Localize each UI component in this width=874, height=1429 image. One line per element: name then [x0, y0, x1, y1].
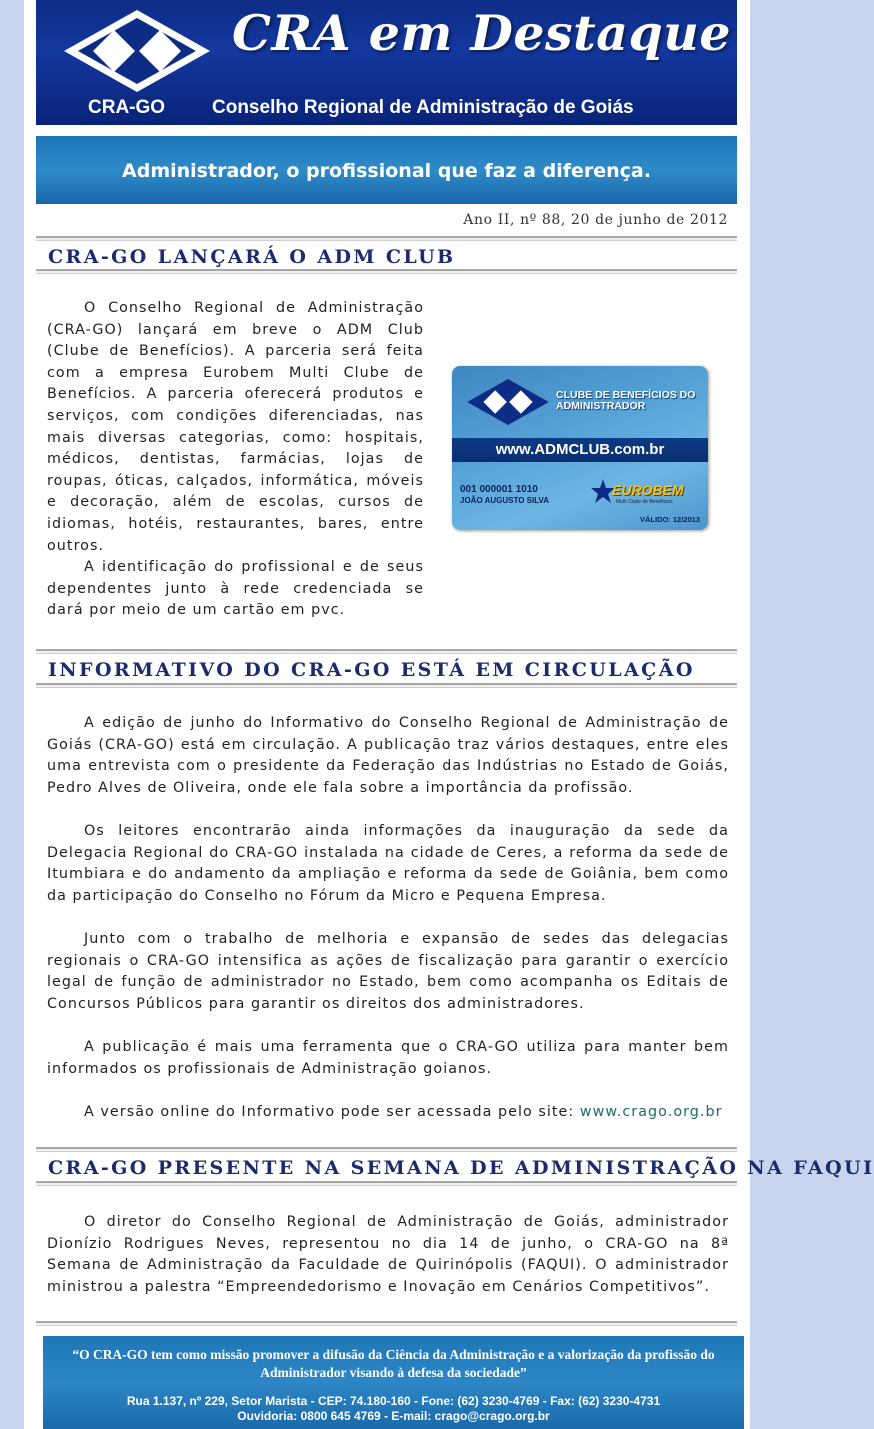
- footer: [43, 1336, 744, 1429]
- section-divider: [36, 236, 737, 241]
- card-url: www.ADMCLUB.com.br: [495, 441, 665, 458]
- contact-info: [43, 1394, 744, 1424]
- edition-info: Ano II, nº 88, 20 de junho de 2012: [463, 212, 728, 228]
- card-number: 001 000001 1010: [460, 484, 538, 495]
- ombudsman-email-line: Ouvidoria: 0800 645 4769 - E-mail: crago@crago.org.br: [237, 1409, 550, 1423]
- section-divider: [36, 683, 737, 688]
- newsletter-title: CRA em Destaque: [232, 4, 732, 62]
- article-paragraph: Junto com o trabalho de melhoria e expansão de sedes das delegacias regionais o CRA-GO intensifica as ações de fiscalização para garantir o exercício legal de função de administrador no Estado, bem como acompanha os Editais de Concursos Públicos para garantir os direitos dos administradores.: [47, 931, 729, 1012]
- article-paragraph: A versão online do Informativo pode ser acessada pelo site: www.crago.org.br: [84, 1104, 723, 1120]
- mission-statement: “O CRA-GO tem como missão promover a difusão da Ciência da Administração e a valorização da profissão do Administrador visando à defesa da sociedade”: [72, 1347, 715, 1380]
- card-title: CLUBE DE BENEFÍCIOS DO ADMINISTRADOR: [556, 389, 696, 412]
- adm-club-card-image: [452, 366, 708, 530]
- section-title-faqui: CRA-GO PRESENTE NA SEMANA DE ADMINISTRAÇÃO NA FAQUI: [48, 1157, 874, 1179]
- article-paragraph: O Conselho Regional de Administração (CRA-GO) lançará em breve o ADM Club (Clube de Benefícios). A parceria será feita com a empresa Eurobem Multi Clube de Benefícios. A parceria oferecerá produtos e serviços, com condições diferenciadas, nas mais diversas categorias, como: hospitais, médicos, dentistas, farmácias, lojas de roupas, óticas, calçados, informática, móveis e decoração, além de escolas, cursos de idiomas, hotéis, restaurantes, bares, entre outros.: [47, 300, 424, 554]
- article-paragraph: Os leitores encontrarão ainda informações da inauguração da sede da Delegacia Regional do CRA-GO instalada na cidade de Ceres, a reforma da sede de Itumbiara e do andamento da ampliação e reforma da sede de Goiânia, bem como da participação do Conselho no Fórum da Micro e Pequena Empresa.: [47, 823, 729, 904]
- website-link[interactable]: www.crago.org.br: [579, 1104, 723, 1120]
- tagline-banner: [36, 136, 737, 204]
- section-divider: [36, 269, 737, 274]
- article-paragraph: A edição de junho do Informativo do Conselho Regional de Administração de Goiás (CRA-GO) está em circulação. A publicação traz vários destaques, entre eles uma entrevista com o presidente da Federação das Indústrias no Estado de Goiás, Pedro Alves de Oliveira, onde ele fala sobre a importância da profissão.: [47, 715, 729, 796]
- masthead: [36, 0, 737, 125]
- org-abbreviation: CRA-GO: [88, 97, 166, 118]
- section-divider: [36, 649, 737, 654]
- card-holder: JOÃO AUGUSTO SILVA: [460, 496, 550, 505]
- cra-logo-icon: [466, 376, 550, 428]
- section-title-adm-club: CRA-GO LANÇARÁ O ADM CLUB: [48, 246, 456, 268]
- article-paragraph: O diretor do Conselho Regional de Administração de Goiás, administrador Dionízio Rodrigues Neves, representou no dia 14 de junho, o CRA-GO na 8ª Semana de Administração da Faculdade de Quirinópolis (FAQUI). O administrador ministrou a palestra “Empreendedorismo e Inovação em Cenários Competitivos”.: [47, 1214, 729, 1295]
- card-brand-subtitle: Multi Clube de Benefícios: [616, 499, 673, 505]
- card-validity: VÁLIDO: 12/2013: [639, 515, 700, 524]
- section-divider: [36, 1181, 737, 1186]
- article-paragraph: A publicação é mais uma ferramenta que o CRA-GO utiliza para manter bem informados os profissionais de Administração goianos.: [47, 1039, 729, 1077]
- section-divider: [36, 1147, 737, 1152]
- cra-logo-icon: [62, 8, 212, 94]
- tagline: Administrador, o profissional que faz a diferença.: [122, 160, 651, 182]
- article-paragraph: A identificação do profissional e de seus dependentes junto à rede credenciada se dará por meio de um cartão em pvc.: [47, 559, 424, 619]
- card-brand: EUROBEM: [612, 482, 684, 498]
- section-divider: [36, 1321, 737, 1326]
- org-name: Conselho Regional de Administração de Goiás: [212, 97, 634, 118]
- address-line: Rua 1.137, nº 229, Setor Marista - CEP: 74.180-160 - Fone: (62) 3230-4769 - Fax: (62) 3230-4731: [126, 1394, 661, 1408]
- section-title-informativo: INFORMATIVO DO CRA-GO ESTÁ EM CIRCULAÇÃO: [48, 659, 695, 681]
